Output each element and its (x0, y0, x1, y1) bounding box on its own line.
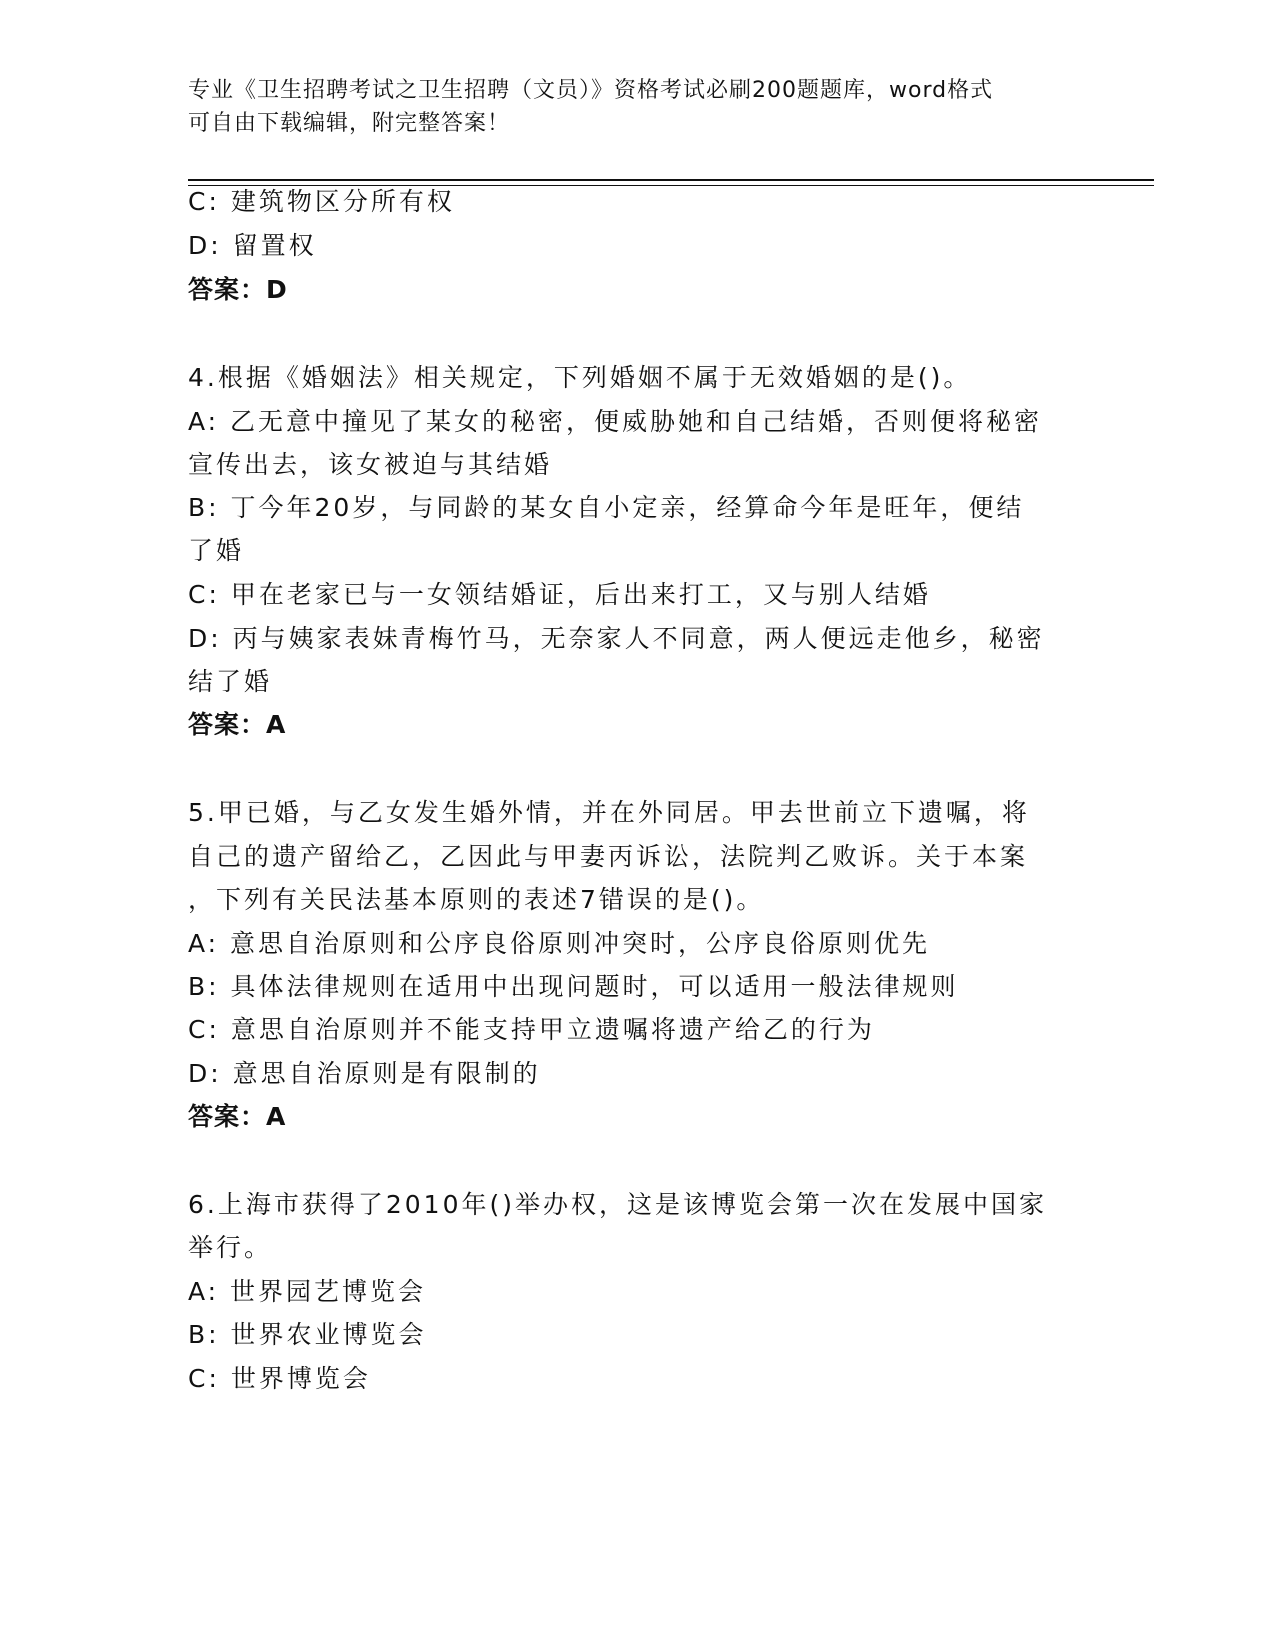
option-line: A: 乙无意中撞见了某女的秘密，便威胁她和自己结婚，否则便将秘密 (188, 407, 1043, 436)
question-line: 5.甲已婚，与乙女发生婚外情，并在外同居。甲去世前立下遗嘱，将 (188, 798, 1030, 827)
option-line: B: 丁今年20岁，与同龄的某女自小定亲，经算命今年是旺年，便结 (188, 493, 1025, 522)
option-line: D: 留置权 (188, 231, 317, 260)
option-line: 宣传出去，该女被迫与其结婚 (188, 450, 553, 479)
question-line: 4.根据《婚姻法》相关规定，下列婚姻不属于无效婚姻的是()。 (188, 363, 972, 392)
header-line-2: 可自由下载编辑，附完整答案！ (188, 111, 511, 136)
option-line: D: 丙与姨家表妹青梅竹马，无奈家人不同意，两人便远走他乡，秘密 (188, 624, 1045, 653)
option-line: 了婚 (188, 536, 245, 565)
option-line: B: 世界农业博览会 (188, 1320, 427, 1349)
option-line: A: 意思自治原则和公序良俗原则冲突时，公序良俗原则优先 (188, 929, 931, 958)
question-line: ，下列有关民法基本原则的表述7错误的是()。 (188, 885, 765, 914)
option-line: B: 具体法律规则在适用中出现问题时，可以适用一般法律规则 (188, 972, 959, 1001)
header-rule-thick (188, 179, 1154, 181)
option-line: A: 世界园艺博览会 (188, 1277, 427, 1306)
option-line: D: 意思自治原则是有限制的 (188, 1059, 541, 1088)
question-line: 自己的遗产留给乙，乙因此与甲妻丙诉讼，法院判乙败诉。关于本案 (188, 842, 1029, 871)
option-line: C: 甲在老家已与一女领结婚证，后出来打工，又与别人结婚 (188, 580, 931, 609)
question-line: 6.上海市获得了2010年()举办权，这是该博览会第一次在发展中国家 (188, 1190, 1047, 1219)
answer-line: 答案：D (188, 275, 288, 304)
answer-line: 答案：A (188, 1102, 287, 1131)
question-line: 举行。 (188, 1233, 273, 1262)
option-line: 结了婚 (188, 667, 273, 696)
option-line: C: 建筑物区分所有权 (188, 187, 455, 216)
option-line: C: 世界博览会 (188, 1364, 371, 1393)
document-header (188, 74, 1088, 140)
header-line-1: 专业《卫生招聘考试之卫生招聘（文员）》资格考试必刷200题题库，word格式 (188, 78, 994, 103)
option-line: C: 意思自治原则并不能支持甲立遗嘱将遗产给乙的行为 (188, 1015, 875, 1044)
answer-line: 答案：A (188, 710, 287, 739)
